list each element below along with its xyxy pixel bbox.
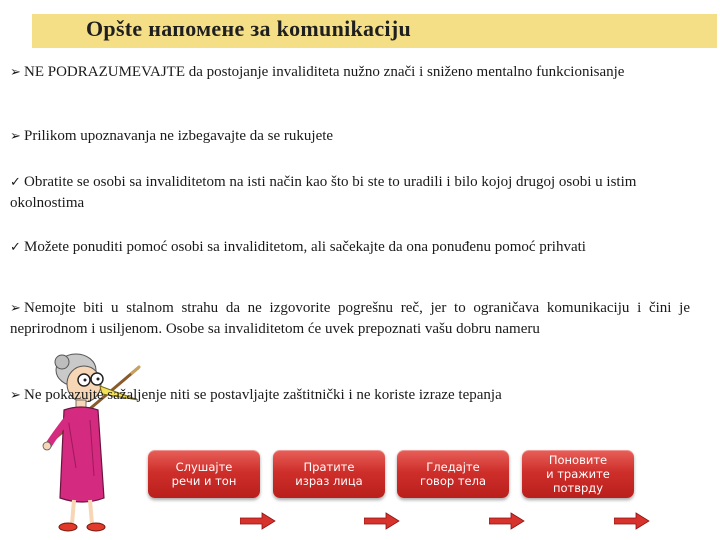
bullet-item	[10, 385, 690, 406]
step-label-line: Пратите	[303, 460, 355, 474]
step-button-watch-body-language[interactable]	[397, 450, 509, 498]
step-label-line: Гледајте	[426, 460, 480, 474]
step-label-line: потврду	[552, 481, 604, 495]
arrow-bullet-icon: ➢	[10, 129, 21, 144]
right-arrow-icon	[489, 512, 525, 530]
right-arrow-icon	[364, 512, 400, 530]
step-label-line: говор тела	[419, 474, 487, 488]
bullet-text: NE PODRAZUMEVAJTE da postojanje invaliditeta nužno znači i sniženo mentalno funkcionisanje	[24, 64, 625, 80]
checkmark-bullet-icon: ✓	[10, 175, 21, 190]
arrow-bullet-icon: ➢	[10, 388, 21, 403]
bullet-item	[10, 237, 690, 258]
arrow-bullet-icon: ➢	[10, 65, 21, 80]
bullet-item	[10, 172, 690, 213]
step-button-follow-expression[interactable]	[273, 450, 385, 498]
step-label-line: израз лица	[295, 474, 363, 488]
bullet-text: Ne pokazujte sažaljenje niti se postavljajte zaštitnički i ne koriste izraze tepanja	[24, 387, 502, 403]
bullet-text: Obratite se osobi sa invaliditetom na isti način kao što bi ste to uradili i bilo kojoj drugoj osobi u istim okolnostima	[10, 174, 637, 211]
bullet-text: Nemojte biti u stalnom strahu da ne izgovorite pogrešnu reč, jer to ograničava komunikaciju i čini je neprirodnom i usiljenom. Osobe sa invaliditetom će uvek prepoznati vašu dobru nameru	[10, 300, 690, 337]
page-title: Opšte напомене за komunikaciju	[86, 16, 411, 41]
step-button-listen[interactable]	[148, 450, 260, 498]
arrow-bullet-icon: ➢	[10, 301, 21, 316]
bullet-item	[10, 126, 690, 147]
step-label-line: речи и тон	[171, 474, 237, 488]
step-label-line: Слушајте	[175, 460, 233, 474]
step-label-line: и тражите	[546, 467, 610, 481]
bullet-text: Možete ponuditi pomoć osobi sa invaliditetom, ali sačekajte da ona ponuđenu pomoć prihvati	[24, 239, 586, 255]
cartoon-teacher-with-pointer-icon	[18, 348, 148, 538]
bullet-item	[10, 62, 690, 83]
right-arrow-icon	[240, 512, 276, 530]
step-button-repeat-confirm[interactable]	[522, 450, 634, 498]
step-label-line: Поновите	[548, 453, 608, 467]
right-arrow-icon	[614, 512, 650, 530]
bullet-text: Prilikom upoznavanja ne izbegavajte da se rukujete	[24, 128, 334, 144]
bullet-item	[10, 298, 690, 339]
checkmark-bullet-icon: ✓	[10, 240, 21, 255]
